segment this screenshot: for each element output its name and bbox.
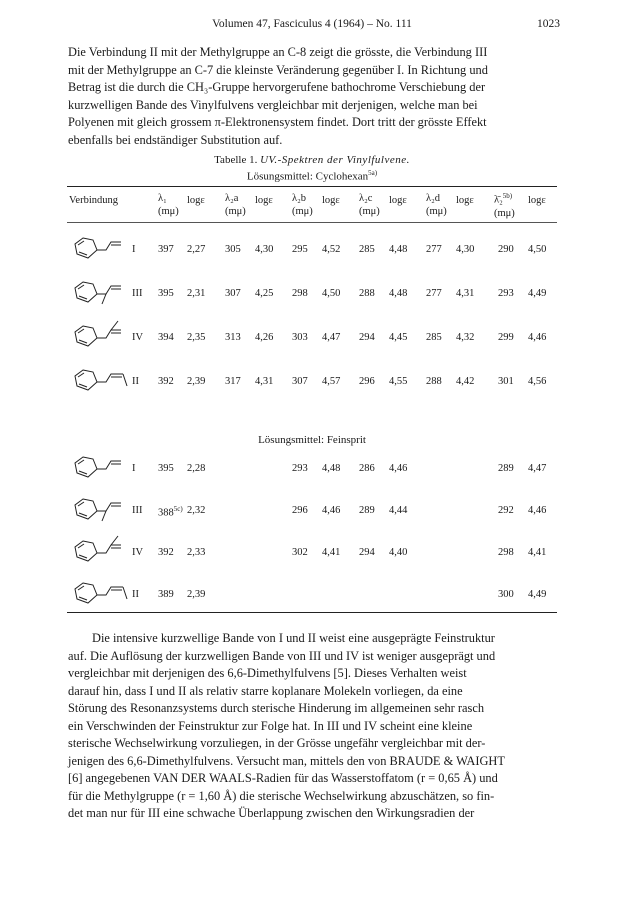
- compound-label: IV: [132, 332, 144, 343]
- cell-l2bar: [498, 505, 514, 516]
- cell-lg2c: [389, 288, 407, 299]
- cell-value: 294: [359, 547, 375, 558]
- cell-value: 300: [498, 589, 514, 600]
- cell-value: 4,26: [255, 332, 274, 343]
- cell-lg2d: [456, 332, 474, 343]
- cell-value: 298: [498, 547, 514, 558]
- cell-value: 2,28: [187, 463, 206, 474]
- cell-value: 4,47: [528, 463, 547, 474]
- cell-lg2d: [456, 244, 474, 255]
- cell-value: 298: [292, 288, 308, 299]
- cell-value: 295: [292, 244, 308, 255]
- header-unit: (mμ): [292, 206, 313, 217]
- structure-iii-icon: [69, 272, 131, 308]
- cell-value: 288: [359, 288, 375, 299]
- cell-value: 388: [158, 507, 174, 519]
- compound-label: III: [132, 505, 143, 516]
- cell-l2c: [359, 288, 375, 299]
- structure-iv-icon: [69, 316, 131, 352]
- cell-value: 296: [359, 376, 375, 387]
- text-line: sterische Wechselwirkung vorzuliegen, in der Grösse ungefähr vergleichbar mit der-: [68, 736, 486, 750]
- text-line: jenigen des 6,6-Dimethylfulvens. Versucht man, mittels den von BRAUDE & WAIGHT: [68, 753, 505, 768]
- text-line: für die Methylgruppe (r = 1,60 Å) die sterische Wechselwirkung abzuschätzen, so fin-: [68, 788, 495, 803]
- cell-l2a: [225, 332, 241, 343]
- cell-lg2c: [389, 547, 407, 558]
- cell-value: 4,41: [528, 547, 547, 558]
- cell-value: 2,35: [187, 332, 206, 343]
- cell-value: 2,39: [187, 589, 206, 600]
- cell-lgbar: [528, 505, 546, 516]
- cell-lg2c: [389, 244, 407, 255]
- cell-value: 4,46: [528, 332, 547, 343]
- cell-value: 302: [292, 547, 308, 558]
- cell-value: 4,31: [456, 288, 475, 299]
- header-lambda2-mean-symbol: λ̄₂: [494, 194, 503, 206]
- text-line: ein Verschwinden der Feinstruktur zur Folge hat. In III und IV scheint eine kleine: [68, 718, 473, 733]
- cell-value: 285: [359, 244, 375, 255]
- cell-value: 395: [158, 463, 174, 474]
- cell-value: 2,32: [187, 505, 206, 516]
- header-lambda2b: [292, 192, 313, 218]
- cell-value: 4,41: [322, 547, 341, 558]
- cell-l2d: [426, 288, 442, 299]
- cell-value: 286: [359, 463, 375, 474]
- cell-value: 4,48: [322, 463, 341, 474]
- cell-value: 305: [225, 244, 241, 255]
- cell-l2bar: [498, 547, 514, 558]
- cell-value: 394: [158, 332, 174, 343]
- text-line: Störung des Resonanzsystems durch sterische Hinderung im allgemeinen sehr rasch: [68, 701, 485, 715]
- cell-value: 293: [498, 288, 514, 299]
- solvent-text: Lösungsmittel: Cyclohexan: [246, 170, 369, 183]
- cell-value: 2,31: [187, 288, 206, 299]
- cell-l2bar: [498, 288, 514, 299]
- cell-value: 289: [359, 505, 375, 516]
- cell-l1: [158, 547, 174, 558]
- header-lambda2-mean: [494, 190, 515, 220]
- cell-value: 2,39: [187, 376, 206, 387]
- header-unit: (mμ): [158, 206, 179, 217]
- cell-l2b: [292, 547, 308, 558]
- cell-value: 4,57: [322, 376, 341, 387]
- cell-value: 4,49: [528, 288, 547, 299]
- cell-value: 4,46: [322, 505, 341, 516]
- cell-value: 303: [292, 332, 308, 343]
- cell-value: 289: [498, 463, 514, 474]
- cell-l2c: [359, 547, 375, 558]
- cell-value: 293: [292, 463, 308, 474]
- text-line: Die intensive kurzwellige Bande von I und II weist eine ausgeprägte Feinstruktur: [92, 631, 495, 645]
- structure-ii-icon: [69, 573, 131, 609]
- cell-l2c: [359, 376, 375, 387]
- cell-lg2d: [456, 288, 474, 299]
- text-line: det man nur für III eine schwache Überlappung zwischen den Wirkungsradien der: [68, 806, 475, 820]
- cell-lg1: [187, 547, 205, 558]
- cell-lgbar: [528, 244, 546, 255]
- cell-value: 294: [359, 332, 375, 343]
- cell-value: 296: [292, 505, 308, 516]
- cell-lg2b: [322, 244, 340, 255]
- cell-value: 299: [498, 332, 514, 343]
- header-unit: (mμ): [494, 207, 515, 219]
- cell-value: 4,30: [456, 244, 475, 255]
- text-line: darauf hin, dass I und II als relativ starre koplanare Molekeln vorliegen, da eine: [68, 683, 463, 698]
- cell-lg2c: [389, 505, 407, 516]
- compound-label: III: [132, 288, 143, 299]
- cell-value: 392: [158, 376, 174, 387]
- header-loge-2c: logε: [389, 195, 407, 206]
- cell-value: 4,42: [456, 376, 475, 387]
- footnote-ref: 5c): [173, 505, 183, 513]
- text-line: vergleichbar mit derjenigen des 6,6-Dimethylfulvens [5]. Dieses Verhalten weist: [68, 666, 467, 680]
- cell-l2bar: [498, 463, 514, 474]
- cell-value: 4,45: [389, 332, 408, 343]
- header-lambda1: [158, 192, 179, 218]
- cell-value: 4,44: [389, 505, 408, 516]
- cell-lg1: [187, 463, 205, 474]
- cell-value: 277: [426, 244, 442, 255]
- cell-lgbar: [528, 288, 546, 299]
- running-header: [0, 18, 624, 34]
- cell-lg2b: [322, 547, 340, 558]
- cell-l2d: [426, 332, 442, 343]
- cell-lgbar: [528, 376, 546, 387]
- cell-l2b: [292, 463, 308, 474]
- cell-lgbar: [528, 589, 546, 600]
- cell-l1: [158, 244, 174, 255]
- cell-value: 4,56: [528, 376, 547, 387]
- cell-l2b: [292, 244, 308, 255]
- cell-value: 389: [158, 589, 174, 600]
- cell-value: 317: [225, 376, 241, 387]
- cell-lg2c: [389, 463, 407, 474]
- cell-lg2d: [456, 376, 474, 387]
- structure-iv-icon: [69, 531, 131, 567]
- cell-value: 4,46: [389, 463, 408, 474]
- header-lambda2a-symbol: λ₂a: [225, 193, 239, 204]
- solvent-text: Lösungsmittel: Feinsprit: [258, 434, 366, 446]
- cell-l2c: [359, 463, 375, 474]
- cell-value: 292: [498, 505, 514, 516]
- cell-value: 4,52: [322, 244, 341, 255]
- header-loge-mean: logε: [528, 195, 546, 206]
- compound-label: IV: [132, 547, 144, 558]
- cell-lg2c: [389, 376, 407, 387]
- cell-value: 2,33: [187, 547, 206, 558]
- cell-value: 4,47: [322, 332, 341, 343]
- cell-l1: [158, 288, 174, 299]
- cell-lg2b: [322, 288, 340, 299]
- cell-lg1: [187, 589, 205, 600]
- header-unit: (mμ): [426, 206, 447, 217]
- text-line: [6] angegebenen VAN DER WAALS-Radien für das Wasserstoffatom (r = 0,65 Å) und: [68, 771, 498, 785]
- cell-value: 4,55: [389, 376, 408, 387]
- cell-value: 4,30: [255, 244, 274, 255]
- table-caption-prefix: Tabelle 1.: [214, 154, 258, 166]
- text-line: mit der Methylgruppe an C-7 die kleinste Veränderung gegenüber I. In Richtung und: [68, 62, 488, 77]
- cell-lgbar: [528, 547, 546, 558]
- cell-l2bar: [498, 589, 514, 600]
- header-lambda1-symbol: λ₁: [158, 193, 167, 204]
- cell-lg2a: [255, 376, 273, 387]
- compound-label: II: [132, 376, 139, 387]
- footnote-ref: 5a): [368, 169, 378, 177]
- cell-value: 313: [225, 332, 241, 343]
- header-loge-2d: logε: [456, 195, 474, 206]
- cell-lg1: [187, 505, 205, 516]
- cell-l2bar: [498, 376, 514, 387]
- cell-value: 290: [498, 244, 514, 255]
- cell-value: 4,50: [528, 244, 547, 255]
- cell-l2d: [426, 244, 442, 255]
- table-caption-title: UV.-Spektren der Vinylfulvene.: [260, 154, 410, 166]
- cell-l2c: [359, 244, 375, 255]
- paragraph-intro: [68, 44, 558, 149]
- cell-l2b: [292, 288, 308, 299]
- cell-value: 288: [426, 376, 442, 387]
- table-header-rule: [67, 222, 557, 223]
- cell-l2a: [225, 376, 241, 387]
- header-lambda2c: [359, 192, 380, 218]
- cell-lg2b: [322, 505, 340, 516]
- cell-l2b: [292, 376, 308, 387]
- cell-lg1: [187, 376, 205, 387]
- paragraph-discussion: [68, 630, 558, 823]
- cell-value: 4,46: [528, 505, 547, 516]
- cell-lg2a: [255, 332, 273, 343]
- footnote-ref: 5b): [502, 192, 513, 200]
- text-line: Die Verbindung II mit der Methylgruppe an C-8 zeigt die grösste, die Verbindung III: [68, 45, 488, 59]
- text-line: kurzwelligen Bande des Vinylfulvens vergleichbar mit derjenigen, welche man bei: [68, 97, 478, 112]
- header-lambda2d-symbol: λ₂d: [426, 193, 441, 204]
- cell-lgbar: [528, 332, 546, 343]
- table-top-rule: [67, 186, 557, 187]
- cell-value: 307: [225, 288, 241, 299]
- text-line: auf. Die Auflösung der kurzwelligen Bande von III und IV ist weniger ausgeprägt und: [68, 648, 496, 663]
- structure-i-icon: [69, 447, 131, 483]
- cell-lg1: [187, 288, 205, 299]
- cell-value: 4,31: [255, 376, 274, 387]
- text-line: Betrag ist die durch die CH₃-Gruppe hervorgerufene bathochrome Verschiebung der: [68, 80, 486, 94]
- header-unit: (mμ): [359, 206, 380, 217]
- solvent-label-cyclohexane: [0, 169, 624, 183]
- header-unit: (mμ): [225, 206, 246, 217]
- cell-value: 277: [426, 288, 442, 299]
- cell-l2b: [292, 505, 308, 516]
- compound-label: I: [132, 244, 136, 255]
- cell-lg2b: [322, 376, 340, 387]
- table-bottom-rule: [67, 612, 557, 613]
- solvent-label-ethanol: [0, 434, 624, 446]
- cell-value: 4,48: [389, 244, 408, 255]
- cell-lg2b: [322, 463, 340, 474]
- text-line: ebenfalls bei endständiger Substitution auf.: [68, 132, 283, 147]
- compound-label: I: [132, 463, 136, 474]
- cell-l2d: [426, 376, 442, 387]
- cell-lg1: [187, 332, 205, 343]
- header-lambda2a: [225, 192, 246, 218]
- cell-l1: [158, 332, 174, 343]
- cell-value: 307: [292, 376, 308, 387]
- structure-iii-icon: [69, 489, 131, 525]
- cell-value: 4,32: [456, 332, 475, 343]
- cell-lg2a: [255, 244, 273, 255]
- structure-ii-icon: [69, 360, 131, 396]
- cell-l1: [158, 505, 183, 519]
- cell-value: 4,50: [322, 288, 341, 299]
- cell-value: 285: [426, 332, 442, 343]
- cell-l2a: [225, 288, 241, 299]
- cell-l2c: [359, 332, 375, 343]
- cell-lgbar: [528, 463, 546, 474]
- cell-l2c: [359, 505, 375, 516]
- cell-lg1: [187, 244, 205, 255]
- header-compound: Verbindung: [69, 195, 118, 206]
- structure-i-icon: [69, 228, 131, 264]
- cell-l1: [158, 376, 174, 387]
- page-number: 1023: [537, 18, 560, 30]
- cell-value: 395: [158, 288, 174, 299]
- text-line: Polyenen mit gleich grossem π-Elektronensystem findet. Dort tritt der grösste Effekt: [68, 115, 487, 129]
- cell-l2b: [292, 332, 308, 343]
- running-title: Volumen 47, Fasciculus 4 (1964) – No. 111: [212, 18, 412, 30]
- cell-value: 392: [158, 547, 174, 558]
- compound-label: II: [132, 589, 139, 600]
- header-lambda2d: [426, 192, 447, 218]
- cell-lg2b: [322, 332, 340, 343]
- table-caption: [0, 154, 624, 166]
- cell-l1: [158, 589, 174, 600]
- header-loge-2a: logε: [255, 195, 273, 206]
- cell-value: 2,27: [187, 244, 206, 255]
- cell-lg2a: [255, 288, 273, 299]
- cell-value: 4,40: [389, 547, 408, 558]
- header-loge-2b: logε: [322, 195, 340, 206]
- header-lambda2b-symbol: λ₂b: [292, 193, 307, 204]
- cell-l1: [158, 463, 174, 474]
- cell-l2a: [225, 244, 241, 255]
- cell-value: 4,25: [255, 288, 274, 299]
- cell-value: 397: [158, 244, 174, 255]
- cell-lg2c: [389, 332, 407, 343]
- cell-value: 4,49: [528, 589, 547, 600]
- cell-value: 301: [498, 376, 514, 387]
- cell-l2bar: [498, 244, 514, 255]
- cell-l2bar: [498, 332, 514, 343]
- header-loge-1: logε: [187, 195, 205, 206]
- header-lambda2c-symbol: λ₂c: [359, 193, 373, 204]
- cell-value: 4,48: [389, 288, 408, 299]
